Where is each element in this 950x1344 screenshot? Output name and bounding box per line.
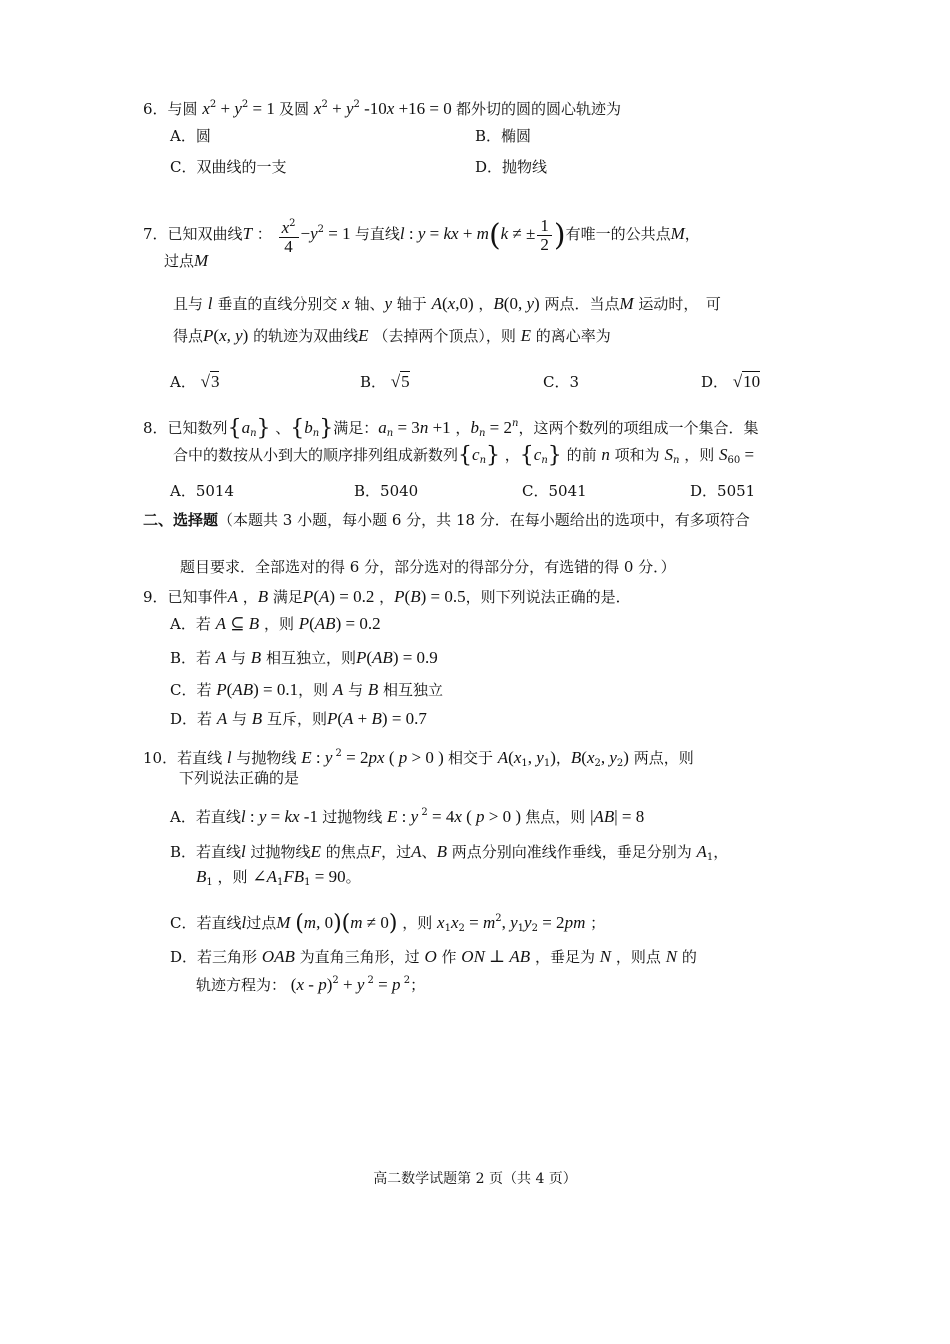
q7-line3: 且与 l 垂直的直线分别交 x 轴、y 轴于 A(x,0) ，B(0, y) 两点．当点M 运动时， 可 (173, 294, 721, 313)
q7-line2: 过点M (164, 251, 209, 270)
q8-line2: 合中的数按从小到大的顺序排列组成新数列$\{c_n\}$ ，$\{c_n\}$ 的前 n 项和为 $S_n$ ，则 $S_{60}$ = (173, 443, 755, 468)
q10-option-b-line2: $B_1$ ，则 $\angle A_1FB_1 = 90$。 (196, 867, 361, 888)
q10-option-b: B．若直线l 过抛物线E 的焦点F，过A、B 两点分别向准线作垂线，垂足分别为 $A_1$， (170, 842, 729, 863)
q6-option-a: A．圆 (170, 127, 211, 145)
q8-option-c: C．5041 (522, 482, 587, 500)
q7-option-c: C．3 (543, 373, 580, 391)
q7-option-a: A． √3 (170, 372, 220, 391)
q10-option-d: D．若三角形 OAB 为直角三角形，过 O 作 ON ⊥ AB ，垂足为 N ，则点 N 的 (170, 947, 697, 966)
q10-line2: 下列说法正确的是 (179, 769, 300, 787)
section-2-desc: 题目要求．全部选对的得 6 分，部分选对的得部分分，有选错的得 0 分．） (180, 558, 676, 576)
q8-option-b: B．5040 (354, 482, 419, 500)
q8-option-a: A．5014 (170, 482, 235, 500)
q9-option-a: A．若 A ⊆ B ，则 P(AB) = 0.2 (170, 614, 381, 633)
q6-option-b: B．椭圆 (475, 127, 532, 145)
q7-option-d: D． √10 (701, 372, 761, 391)
page-footer: 高二数学试题第 2 页（共 4 页） (373, 1171, 577, 1187)
q8-stem: 8．已知数列$\{a_n\}$ 、$\{b_n\}$满足：$a_n = 3n +1$ ，$b_n = 2^n$，这两个数列的项组成一个集合．集 (143, 416, 759, 441)
q7-line4: 得点P(x, y) 的轨迹为双曲线E （去掉两个顶点），则 E 的离心率为 (173, 326, 611, 345)
q9-option-b: B．若 A 与 B 相互独立，则P(AB) = 0.9 (170, 648, 438, 667)
q9-option-d: D．若 A 与 B 互斥，则P(A + B) = 0.7 (170, 709, 427, 728)
q9-stem: 9．已知事件A ，B 满足P(A) = 0.2 ，P(B) = 0.5，则下列说法正确的是． (143, 587, 631, 606)
q7-stem: 7．已知双曲线T ： $\frac{x^2}{4}$ $-y^2 = 1$ 与直线l : y = kx + m(k ≠ ± $\frac{1}{2}$ )有唯一的公共点M， (143, 215, 700, 256)
q10-option-a: A．若直线l : y = kx -1 过抛物线 E : y $^2$ = 4x ( p > 0 ) 焦点，则 |AB| = 8 (170, 807, 645, 826)
section-2-heading: 二、选择题（本题共 3 小题，每小题 6 分，共 18 分．在每小题给出的选项中，有多项符合 (143, 511, 750, 529)
q7-fraction: $\frac{x^2}{4}$ (279, 215, 299, 256)
q6-stem: 6．与圆 $x^2 + y^2 = 1$ 及圆 $x^2 + y^2$ -10x +16 = 0 都外切的圆的圆心轨迹为 (143, 99, 622, 118)
q7-option-b: B． √5 (360, 372, 410, 391)
q6-option-c: C．双曲线的一支 (170, 158, 287, 176)
q6-option-d: D．抛物线 (475, 158, 548, 176)
q9-option-c: C．若 P(AB) = 0.1，则 A 与 B 相互独立 (170, 680, 444, 699)
q8-option-d: D．5051 (690, 482, 756, 500)
q10-option-c: C．若直线l过点M (m, 0)(m ≠ 0) ，则 $x_1x_2 = m^2$, $y_1y_2 = 2pm$ ； (170, 911, 606, 936)
q10-stem: 10．若直线 l 与抛物线 E : y $^2$ = 2px ( p > 0 ) 相交于 $A(x_1$, $y_1$)，$B(x_2$, $y_2$) 两点，则 (143, 748, 694, 769)
q10-option-d-line2: 轨迹方程为： (x - p)$^2$ + y $^2$ = p $^2$； (196, 975, 426, 994)
